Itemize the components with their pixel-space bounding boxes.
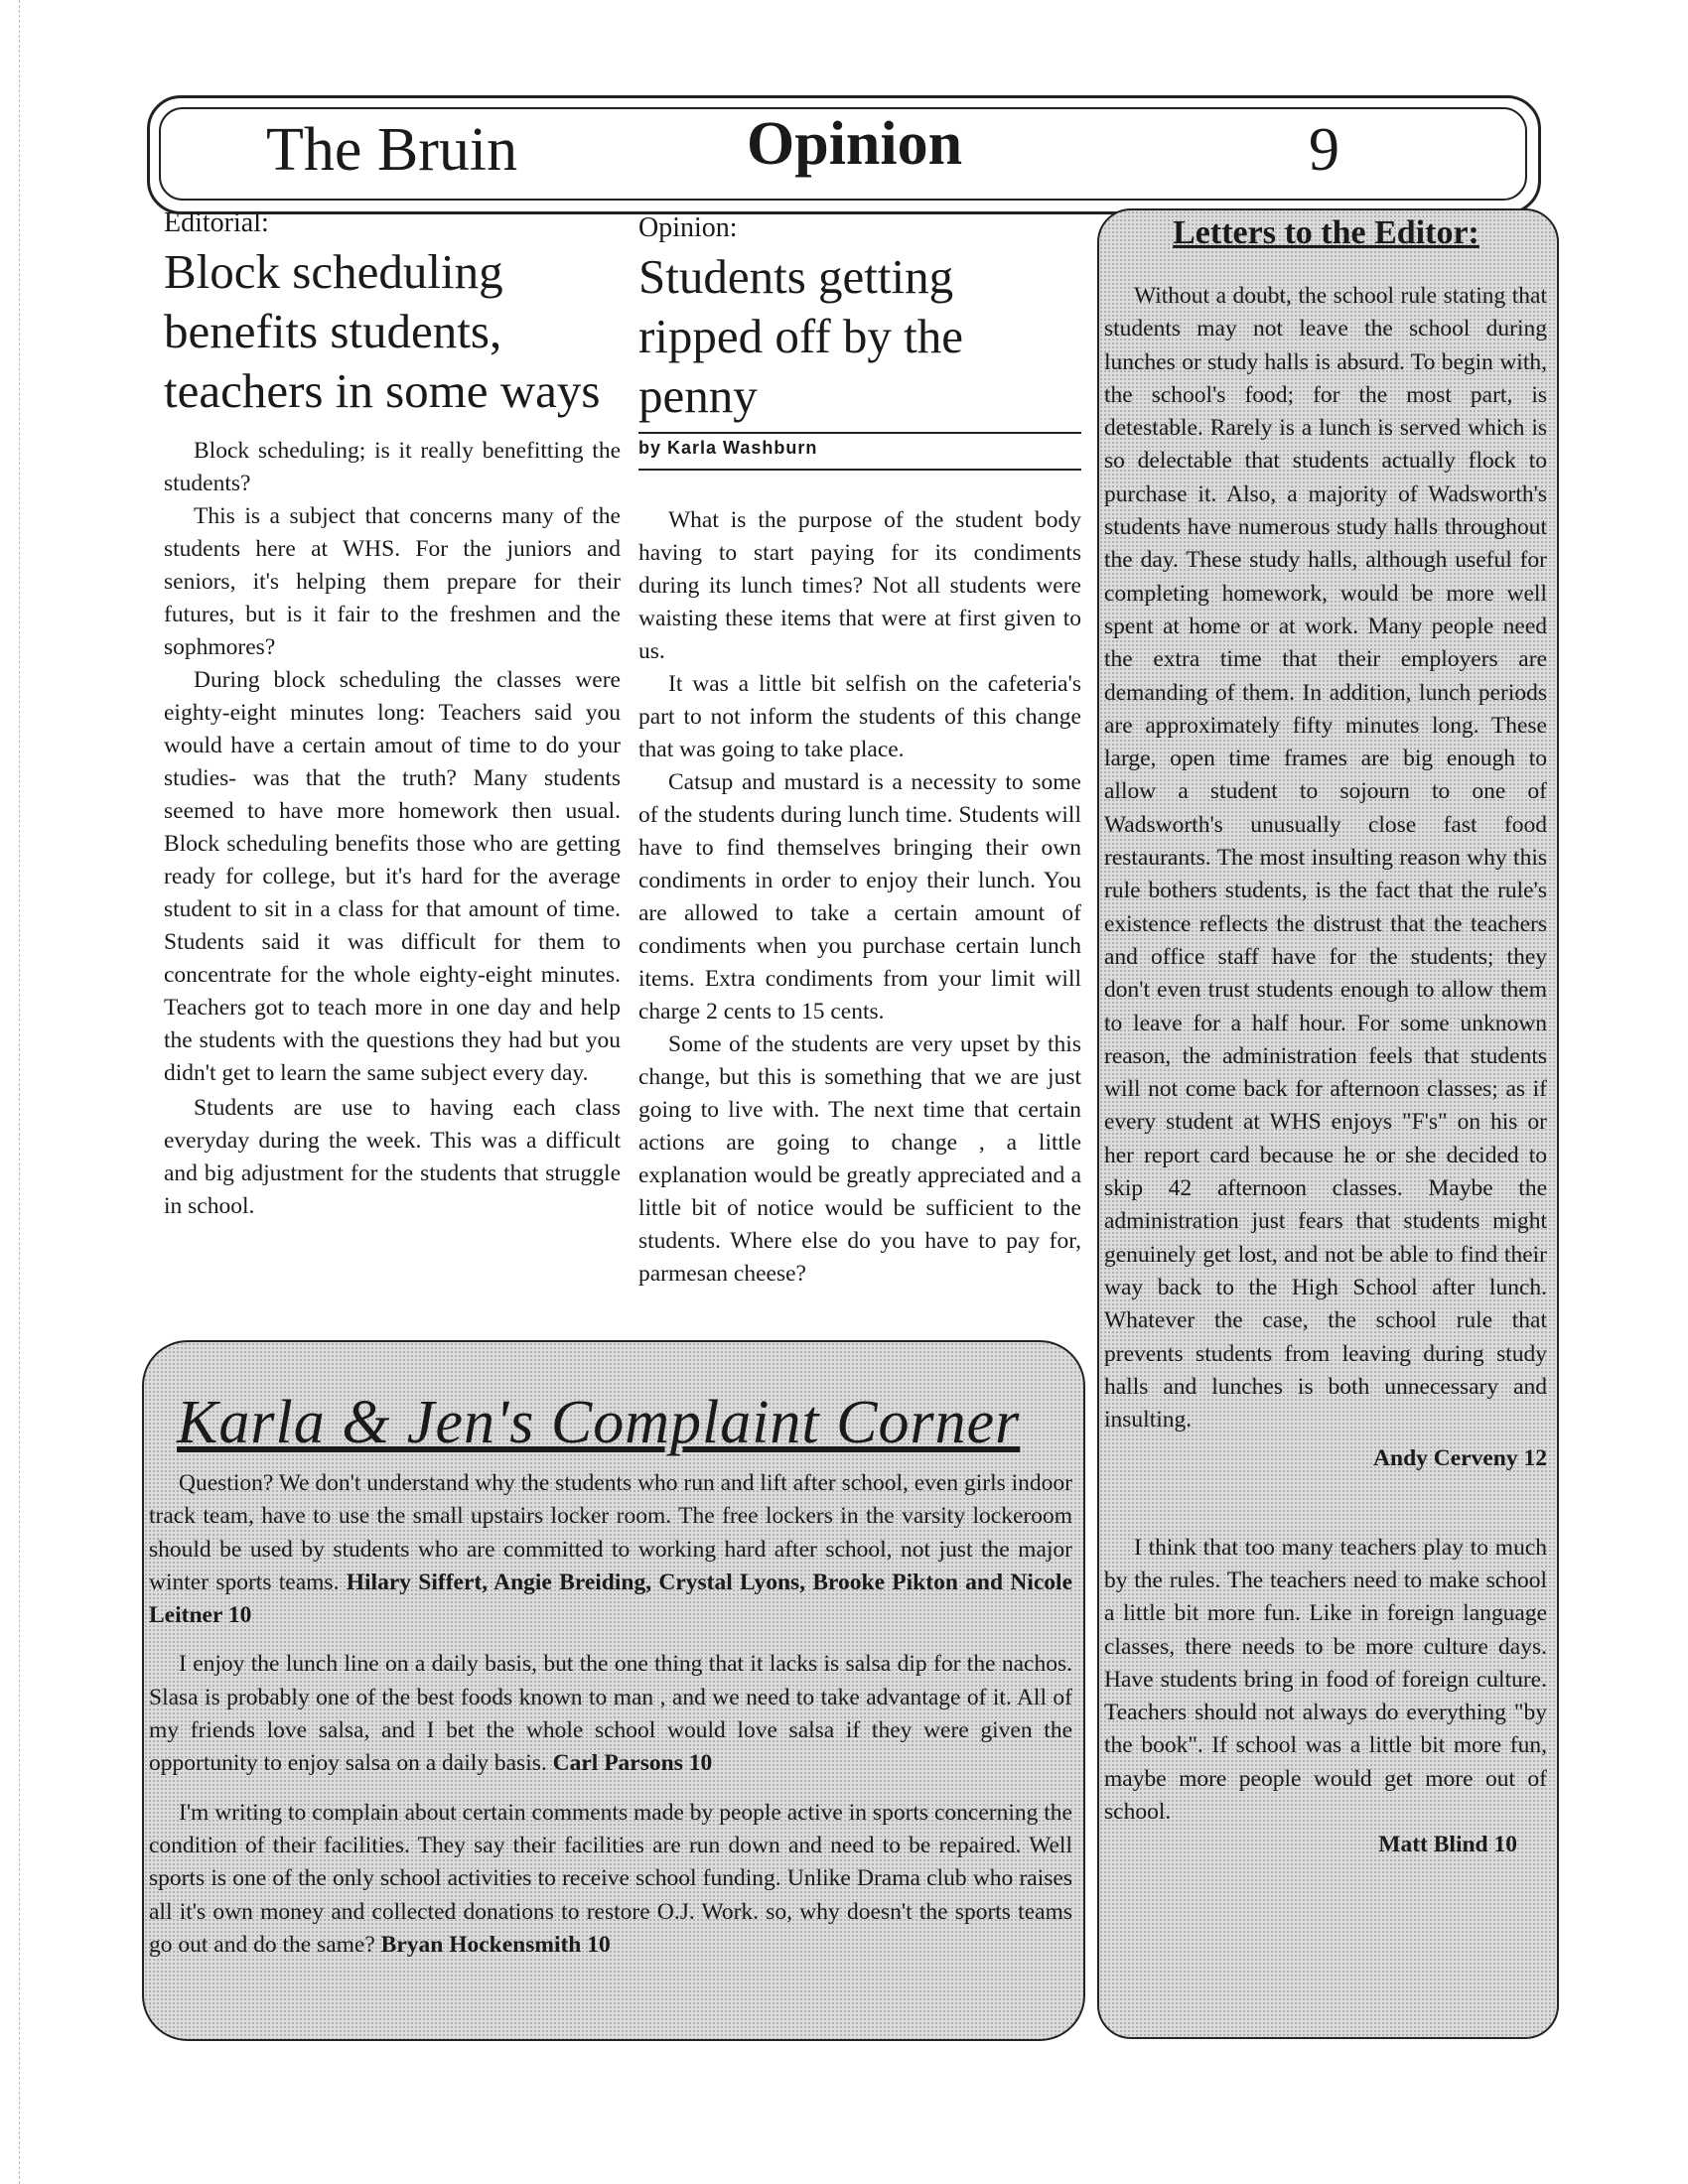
complaint-text: Question? We don't understand why the students who run and lift after school, even girls indoor track team, have to use the small upstairs locker room. The free lockers in the varsity lockeroom should be used by students who are committed to working hard after school, not just the major winter sports teams. <box>149 1470 1072 1595</box>
opinion-body <box>638 504 1081 1291</box>
section-title: Opinion <box>747 110 963 178</box>
byline-rule-bottom <box>638 469 1081 471</box>
complaint-signature: Hilary Siffert, Angie Breiding, Crystal Lyons, Brooke Pikton and Nicole Leitner 10 <box>149 1569 1072 1629</box>
editorial-headline <box>164 242 621 421</box>
opinion-headline-line: ripped off by the <box>638 309 964 363</box>
opinion-byline: by Karla Washburn <box>638 438 818 458</box>
page-number: 9 <box>1309 116 1339 184</box>
editorial-article <box>164 208 621 1223</box>
complaint-item <box>149 1648 1072 1780</box>
complaint-signature: Carl Parsons 10 <box>552 1750 713 1777</box>
editorial-kicker: Editorial: <box>164 207 269 238</box>
editorial-headline-line: benefits students, <box>164 304 502 358</box>
complaint-text: I'm writing to complain about certain comments made by people active in sports concerning the condition of their facilities. They say their facilities are run down and need to be repaired. Well sports is one of the only school activities to receive school funding. Unlike Drama club who raises all it's own money and collected donations to restore O.J. Work. so, why doesn't the sports teams go out and do the same? <box>149 1799 1072 1958</box>
editorial-paragraph: This is a subject that concerns many of the students here at WHS. For the juniors and seniors, it's helping them prepare for their futures, but is it fair to the freshmen and the sophmores? <box>164 503 621 660</box>
complaint-signature: Bryan Hockensmith 10 <box>380 1931 611 1958</box>
editorial-body <box>164 435 621 1223</box>
editorial-headline-line: teachers in some ways <box>164 363 601 418</box>
letter-signature: Matt Blind 10 <box>1378 1832 1517 1858</box>
opinion-paragraph: Some of the students are very upset by this change, but this is something that we are just going to live with. The next time that certain actions are going to change , a little explanation would be greatly appreciated and a little bit of notice would be sufficient to the students. Where else do you have to pay for, parmesan cheese? <box>638 1031 1081 1287</box>
complaint-item <box>149 1797 1072 1962</box>
opinion-article <box>638 213 1081 1291</box>
opinion-headline-line: penny <box>638 368 758 423</box>
complaint-item <box>149 1467 1072 1632</box>
opinion-headline-line: Students getting <box>638 249 954 304</box>
opinion-paragraph: Catsup and mustard is a necessity to some of the students during lunch time. Students will have to find themselves bringing their own condiments in order to enjoy their lunch. You are allowed to take a certain amount of condiments when you purchase certain lunch items. Extra condiments from your limit will charge 2 cents to 15 cents. <box>638 769 1081 1024</box>
opinion-paragraph: What is the purpose of the student body having to start paying for its condiments during its lunch times? Not all students were waisting these items that were at first given to us. <box>638 507 1081 664</box>
complaint-corner-title: Karla & Jen's Complaint Corner <box>177 1389 1021 1456</box>
opinion-headline <box>638 247 1081 426</box>
letter-item <box>1104 1532 1547 1862</box>
editorial-headline-line: Block scheduling <box>164 244 503 299</box>
complaint-text: I enjoy the lunch line on a daily basis, but the one thing that it lacks is salsa dip for the nachos. Slasa is probably one of the best foods known to man , and we need to take advantage of it. All of my friends love salsa, and I bet the whole school would love salsa if they were given the opportunity to enjoy salsa on a daily basis. <box>149 1651 1072 1777</box>
letter-text: Without a doubt, the school rule stating that students may not leave the school during lunches or study halls is absurd. To begin with, the school's food; for the most part, is detestable. Rarely is a lunch is served which is so delectable that students actually flock to purchase it. Also, a majority of Wadsworth's students have numerous study halls throughout the day. These study halls, although useful for completing homework, would be more well spent at home or at work. Many people need the extra time that their employers are demanding of them. In addition, lunch periods are approximately fifty minutes long. These large, open time frames are big enough to allow a student to sojourn to one of Wadsworth's unusually close fast food restaurants. The most insulting reason why this rule bothers students, is the fact that the rule's existence reflects the distrust that the teachers and office staff have for the students; they don't even trust students enough to allow them to leave for a half hour. For some unknown reason, the administration feels that students will not come back for afternoon classes; as if every student at WHS enjoys "F's" on his or her report card because he or she decided to skip 42 afternoon classes. Maybe the administration just fears that students might genuinely get lost, and not be able to find their way back to the High School after lunch. Whatever the case, the school rule that prevents students from leaving during study halls and lunches is both unnecessary and insulting. <box>1104 283 1547 1433</box>
byline-rule-top <box>638 432 1081 434</box>
opinion-paragraph: It was a little bit selfish on the cafeteria's part to not inform the students of this change that was going to take place. <box>638 671 1081 762</box>
editorial-paragraph: Block scheduling; is it really benefitting the students? <box>164 438 621 496</box>
opinion-kicker: Opinion: <box>638 212 738 243</box>
letters-list <box>1104 280 1547 1862</box>
paper-name: The Bruin <box>266 116 518 184</box>
complaint-list <box>149 1467 1072 1962</box>
letter-text: I think that too many teachers play to much by the rules. The teachers need to make school a little bit more fun. Like in foreign language classes, there needs to be more culture days. Have students bring in food of foreign culture. Teachers should not always do everything "by the book". If school was a little bit more fun, maybe more people would get more out of school. <box>1104 1534 1547 1826</box>
page-margin-line <box>19 0 20 2184</box>
letter-item <box>1104 280 1547 1476</box>
editorial-paragraph: During block scheduling the classes were eighty-eight minutes long: Teachers said you would have a certain amout of time to do your studies- was that the truth? Many students seemed to have more homework then usual. Block scheduling benefits those who are getting ready for college, but it's hard for the average student to sit in a class for that amount of time. Students said it was difficult for them to concentrate for the whole eighty-eight minutes. Teachers got to teach more in one day and help the students with the questions they had but you didn't get to learn the same subject every day. <box>164 667 621 1086</box>
letter-signature: Andy Cerveny 12 <box>1373 1445 1547 1472</box>
letters-title: Letters to the Editor: <box>1173 214 1479 251</box>
editorial-paragraph: Students are use to having each class everyday during the week. This was a difficult and big adjustment for the students that struggle in school. <box>164 1095 621 1219</box>
